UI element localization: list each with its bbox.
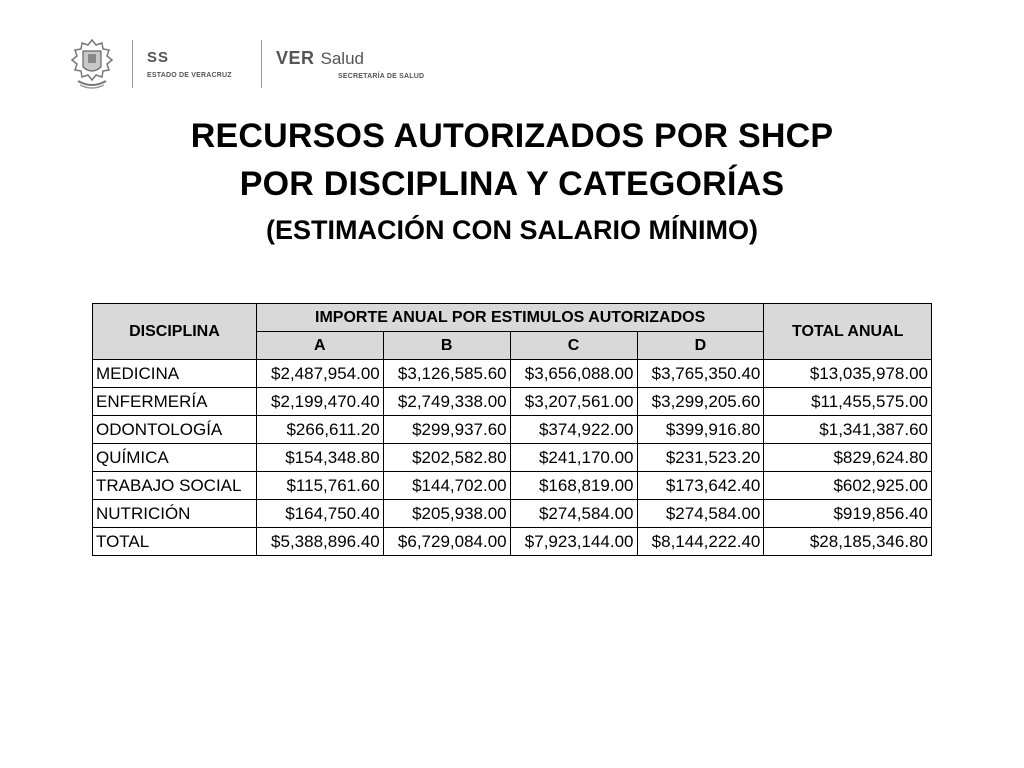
table-row-total bbox=[93, 528, 932, 556]
cell-c: $7,923,144.00 bbox=[510, 528, 637, 556]
table-row bbox=[93, 416, 932, 444]
cell-disciplina: TRABAJO SOCIAL bbox=[93, 472, 257, 500]
cell-d: $8,144,222.40 bbox=[637, 528, 764, 556]
cell-total: $13,035,978.00 bbox=[764, 360, 932, 388]
cell-b: $2,749,338.00 bbox=[383, 388, 510, 416]
salud-text: Salud bbox=[320, 48, 364, 68]
cell-d: $3,765,350.40 bbox=[637, 360, 764, 388]
cell-a: $115,761.60 bbox=[256, 472, 383, 500]
table-row bbox=[93, 444, 932, 472]
cell-d: $3,299,205.60 bbox=[637, 388, 764, 416]
ss-logo bbox=[147, 50, 247, 79]
cell-d: $231,523.20 bbox=[637, 444, 764, 472]
header-total-anual: TOTAL ANUAL bbox=[764, 304, 932, 360]
header-category-a: A bbox=[256, 332, 383, 360]
cell-total: $602,925.00 bbox=[764, 472, 932, 500]
title-line-3: (ESTIMACIÓN CON SALARIO MÍNIMO) bbox=[266, 215, 758, 245]
table-row bbox=[93, 472, 932, 500]
cell-c: $241,170.00 bbox=[510, 444, 637, 472]
header-category-d: D bbox=[637, 332, 764, 360]
cell-b: $299,937.60 bbox=[383, 416, 510, 444]
cell-disciplina: NUTRICIÓN bbox=[93, 500, 257, 528]
cell-disciplina: MEDICINA bbox=[93, 360, 257, 388]
cell-total: $1,341,387.60 bbox=[764, 416, 932, 444]
cell-c: $274,584.00 bbox=[510, 500, 637, 528]
ver-text: VER bbox=[276, 47, 315, 68]
ss-text: SS bbox=[147, 48, 170, 66]
header-category-c: C bbox=[510, 332, 637, 360]
header-disciplina: DISCIPLINA bbox=[93, 304, 257, 360]
header-logos bbox=[66, 36, 424, 92]
cell-b: $6,729,084.00 bbox=[383, 528, 510, 556]
cell-a: $2,199,470.40 bbox=[256, 388, 383, 416]
table-row bbox=[93, 360, 932, 388]
cell-total: $829,624.80 bbox=[764, 444, 932, 472]
cell-d: $399,916.80 bbox=[637, 416, 764, 444]
ver-salud-logo bbox=[276, 49, 424, 80]
cell-b: $205,938.00 bbox=[383, 500, 510, 528]
cell-disciplina: ODONTOLOGÍA bbox=[93, 416, 257, 444]
header-importe: IMPORTE ANUAL POR ESTIMULOS AUTORIZADOS bbox=[256, 304, 764, 332]
cell-total: $11,455,575.00 bbox=[764, 388, 932, 416]
cell-d: $274,584.00 bbox=[637, 500, 764, 528]
veracruz-seal-icon bbox=[66, 37, 118, 91]
cell-a: $164,750.40 bbox=[256, 500, 383, 528]
divider bbox=[261, 40, 262, 88]
table-row bbox=[93, 500, 932, 528]
table-row bbox=[93, 388, 932, 416]
cell-disciplina: ENFERMERÍA bbox=[93, 388, 257, 416]
secretaria-text: SECRETARÍA DE SALUD bbox=[338, 72, 425, 80]
page-title bbox=[0, 112, 1024, 250]
cell-b: $3,126,585.60 bbox=[383, 360, 510, 388]
cell-disciplina: QUÍMICA bbox=[93, 444, 257, 472]
title-line-1: RECURSOS AUTORIZADOS POR SHCP bbox=[190, 117, 834, 155]
title-line-2: POR DISCIPLINA Y CATEGORÍAS bbox=[239, 165, 785, 203]
cell-c: $3,207,561.00 bbox=[510, 388, 637, 416]
cell-c: $374,922.00 bbox=[510, 416, 637, 444]
cell-total: $28,185,346.80 bbox=[764, 528, 932, 556]
header-category-b: B bbox=[383, 332, 510, 360]
cell-total: $919,856.40 bbox=[764, 500, 932, 528]
cell-a: $154,348.80 bbox=[256, 444, 383, 472]
divider bbox=[132, 40, 133, 88]
ss-subtitle: ESTADO DE VERACRUZ bbox=[147, 71, 232, 79]
cell-a: $266,611.20 bbox=[256, 416, 383, 444]
cell-c: $3,656,088.00 bbox=[510, 360, 637, 388]
cell-a: $2,487,954.00 bbox=[256, 360, 383, 388]
resources-table bbox=[92, 303, 932, 556]
cell-disciplina: TOTAL bbox=[93, 528, 257, 556]
cell-a: $5,388,896.40 bbox=[256, 528, 383, 556]
cell-d: $173,642.40 bbox=[637, 472, 764, 500]
cell-b: $202,582.80 bbox=[383, 444, 510, 472]
cell-c: $168,819.00 bbox=[510, 472, 637, 500]
cell-b: $144,702.00 bbox=[383, 472, 510, 500]
